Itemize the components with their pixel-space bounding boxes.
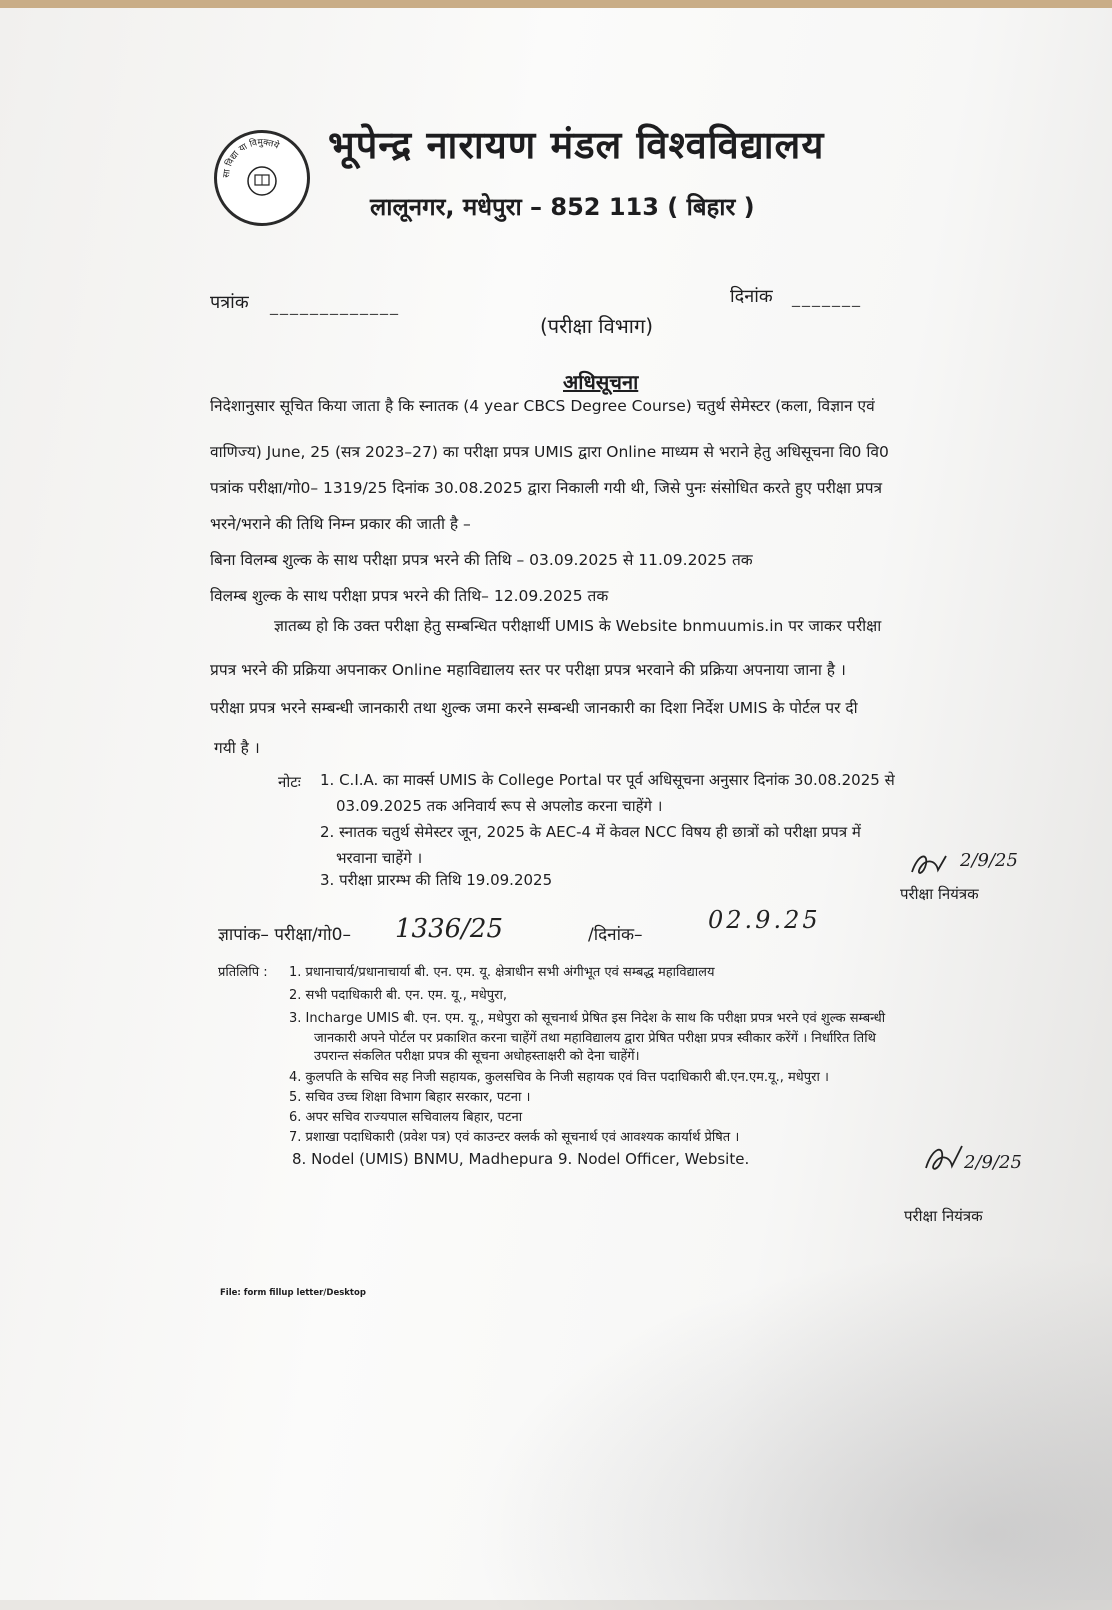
copy-item: 6. अपर सचिव राज्यपाल सचिवालय बिहार, पटना (289, 1110, 523, 1125)
copy-item: 5. सचिव उच्च शिक्षा विभाग बिहार सरकार, पटना । (289, 1090, 531, 1105)
copy-item: 7. प्रशाखा पदाधिकारी (प्रवेश पत्र) एवं काउन्टर क्लर्क को सूचनार्थ एवं आवश्यक कार्यार्थ प्रेषित । (289, 1130, 740, 1145)
seal-motto: सा विद्या या विमुक्तये (221, 137, 281, 179)
copy-item: 3. Incharge UMIS बी. एन. एम. यू., मधेपुरा को सूचनार्थ प्रेषित इस निदेश के साथ कि परीक्षा प्रपत्र भरने एवं शुल्क सम्बन्धी (289, 1011, 886, 1026)
note-line: 3. परीक्षा प्रारम्भ की तिथि 19.09.2025 (320, 871, 553, 889)
university-address: लालूनगर, मधेपुरा – 852 113 ( बिहार ) (370, 193, 755, 221)
body-line: ज्ञातब्य हो कि उक्त परीक्षा हेतु सम्बन्धित परीक्षार्थी UMIS के Website bnmuumis.in पर जाकर परीक्षा (274, 617, 882, 635)
university-name: भूपेन्द्र नारायण मंडल विश्वविद्यालय (328, 123, 825, 167)
copy-item: 8. Nodel (UMIS) BNMU, Madhepura 9. Nodel Officer, Website. (292, 1150, 750, 1168)
notification-heading: अधिसूचना (563, 370, 639, 394)
body-line: प्रपत्र भरने की प्रक्रिया अपनाकर Online महाविद्यालय स्तर पर परीक्षा प्रपत्र भरवाने की प्रक्रिया अपनाया जाना है । (210, 661, 846, 679)
note-line: 2. स्नातक चतुर्थ सेमेस्टर जून, 2025 के AEC-4 में केवल NCC विषय ही छात्रों को परीक्षा प्रपत्र में (320, 823, 861, 841)
signature-2 (920, 1140, 1022, 1184)
body-line: वाणिज्य) June, 25 (सत्र 2023–27) का परीक्षा प्रपत्र UMIS द्वारा Online माध्यम से भराने हेतु अधिसूचना वि0 वि0 (210, 443, 889, 461)
date-blank: _______ (792, 288, 862, 307)
controller-designation-2: परीक्षा नियंत्रक (904, 1207, 983, 1225)
note-line: 1. C.I.A. का मार्क्स UMIS के College Portal पर पूर्व अधिसूचना अनुसार दिनांक 30.08.2025 से (320, 771, 895, 789)
copy-item: उपरान्त संकलित परीक्षा प्रपत्र की सूचना अधोहस्ताक्षरी को देना चाहेंगें। (314, 1049, 640, 1064)
note-label: नोटः (278, 773, 301, 791)
memo-label: ज्ञापांक– परीक्षा/गो0– (218, 925, 351, 945)
body-line: परीक्षा प्रपत्र भरने सम्बन्धी जानकारी तथा शुल्क जमा करने सम्बन्धी जानकारी का दिशा निर्देश UMIS के पोर्टल पर दी (210, 699, 858, 717)
note-line: 03.09.2025 तक अनिवार्य रूप से अपलोड करना चाहेंगे । (336, 797, 663, 815)
memo-number: 1336/25 (395, 914, 504, 944)
memo-date: 02.9.25 (708, 906, 821, 934)
copy-label: प्रतिलिपि : (218, 965, 268, 980)
department-name: (परीक्षा विभाग) (540, 314, 654, 338)
reference-label: पत्रांक (210, 292, 249, 313)
copy-item: 4. कुलपति के सचिव सह निजी सहायक, कुलसचिव के निजी सहायक एवं वित्त पदाधिकारी बी.एन.एम.यू., मधेपुरा । (289, 1070, 829, 1085)
memo-date-label: /दिनांक– (588, 925, 643, 945)
file-path: File: form fillup letter/Desktop (220, 1288, 366, 1298)
date-label: दिनांक (730, 286, 773, 307)
signature-1-date: 2/9/25 (960, 850, 1018, 871)
page-top-edge (0, 0, 1112, 8)
reference-blank: _____________ (270, 296, 400, 315)
copy-item: 1. प्रधानाचार्य/प्रधानाचार्या बी. एन. एम. यू. क्षेत्राधीन सभी अंगीभूत एवं सम्बद्ध महाविद्यालय (289, 965, 715, 980)
body-line: निदेशानुसार सूचित किया जाता है कि स्नातक (4 year CBCS Degree Course) चतुर्थ सेमेस्टर (कला, विज्ञान एवं (210, 397, 875, 415)
copy-item: जानकारी अपने पोर्टल पर प्रकाशित करना चाहेंगें तथा महाविद्यालय द्वारा प्रेषित परीक्षा प्रपत्र स्वीकार करेंगें । निर्धारित तिथि (314, 1031, 876, 1046)
body-line: पत्रांक परीक्षा/गो0– 1319/25 दिनांक 30.08.2025 द्वारा निकाली गयी थी, जिसे पुनः संसोधित करते हुए परीक्षा प्रपत्र (210, 479, 883, 497)
signature-1 (908, 848, 1018, 886)
copy-item: 2. सभी पदाधिकारी बी. एन. एम. यू., मधेपुरा, (289, 988, 508, 1003)
controller-designation-1: परीक्षा नियंत्रक (900, 885, 979, 903)
body-line: विलम्ब शुल्क के साथ परीक्षा प्रपत्र भरने की तिथि– 12.09.2025 तक (210, 587, 609, 605)
body-line: गयी है । (214, 739, 260, 757)
note-line: भरवाना चाहेंगे । (336, 849, 423, 867)
body-line: भरने/भराने की तिथि निम्न प्रकार की जाती है – (210, 515, 471, 533)
university-seal (214, 130, 310, 226)
body-line: बिना विलम्ब शुल्क के साथ परीक्षा प्रपत्र भरने की तिथि – 03.09.2025 से 11.09.2025 तक (210, 551, 753, 569)
signature-2-date: 2/9/25 (964, 1152, 1022, 1173)
